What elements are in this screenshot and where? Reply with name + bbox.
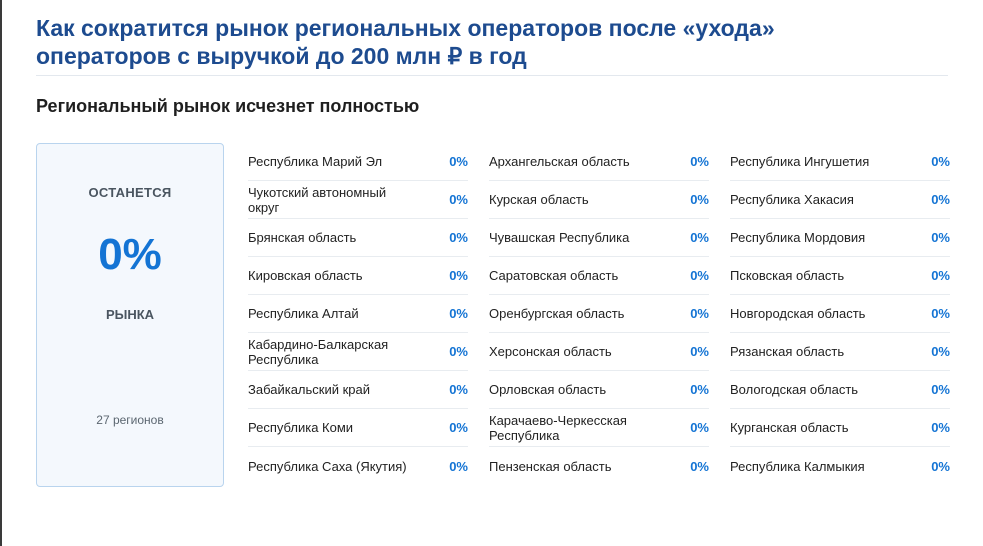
region-percent: 0% — [449, 382, 468, 397]
region-row — [248, 409, 468, 447]
region-name: Республика Хакасия — [730, 192, 854, 207]
region-percent: 0% — [690, 382, 709, 397]
region-name: Новгородская область — [730, 306, 866, 321]
region-row — [730, 143, 950, 181]
region-name: Карачаево-Черкесская Республика — [489, 412, 627, 443]
region-row — [248, 181, 468, 219]
region-name: Вологодская область — [730, 382, 859, 397]
region-name: Чувашская Республика — [489, 230, 630, 245]
region-percent: 0% — [931, 306, 950, 321]
region-row — [730, 333, 950, 371]
region-name: Республика Мордовия — [730, 230, 866, 245]
region-percent: 0% — [449, 344, 468, 359]
region-name: Забайкальский край — [248, 382, 371, 397]
region-name: Псковская область — [730, 268, 845, 283]
region-percent: 0% — [690, 420, 709, 435]
summary-top-label: ОСТАНЕТСЯ — [88, 185, 172, 200]
region-percent: 0% — [931, 154, 950, 169]
region-percent: 0% — [931, 268, 950, 283]
region-percent: 0% — [931, 230, 950, 245]
region-row — [248, 371, 468, 409]
summary-bottom-label: РЫНКА — [105, 307, 155, 322]
region-row — [489, 143, 709, 181]
region-name: Курганская область — [730, 420, 849, 435]
region-percent: 0% — [449, 192, 468, 207]
region-percent: 0% — [931, 458, 950, 474]
region-column-3 — [730, 143, 950, 485]
region-row — [489, 409, 709, 447]
region-percent: 0% — [449, 230, 468, 245]
section-subtitle: Региональный рынок исчезнет полностью — [36, 96, 420, 116]
region-row — [489, 295, 709, 333]
page-title — [36, 14, 936, 70]
region-percent: 0% — [690, 344, 709, 359]
region-percent: 0% — [690, 268, 709, 283]
region-percent: 0% — [449, 458, 468, 474]
region-row — [730, 295, 950, 333]
region-percent: 0% — [690, 230, 709, 245]
region-row — [730, 409, 950, 447]
region-column-2 — [489, 143, 709, 485]
region-row — [489, 371, 709, 409]
region-name: Херсонская область — [489, 344, 612, 359]
page-title-line-1: Как сократится рынок региональных операторов после «ухода» — [36, 15, 775, 41]
region-percent: 0% — [449, 306, 468, 321]
region-name: Рязанская область — [730, 344, 845, 359]
region-row — [248, 447, 468, 485]
title-divider — [36, 75, 948, 76]
region-name: Республика Ингушетия — [730, 154, 870, 169]
region-name: Архангельская область — [489, 154, 630, 169]
region-row — [730, 181, 950, 219]
region-name: Республика Калмыкия — [730, 458, 865, 474]
window-left-edge — [0, 0, 2, 546]
region-row — [248, 295, 468, 333]
region-name: Республика Марий Эл — [248, 154, 383, 169]
region-row — [730, 219, 950, 257]
region-percent: 0% — [449, 154, 468, 169]
region-row — [248, 257, 468, 295]
region-percent: 0% — [690, 154, 709, 169]
region-name: Саратовская область — [489, 268, 619, 283]
region-name: Оренбургская область — [489, 306, 625, 321]
region-row — [248, 219, 468, 257]
region-name: Пензенская область — [489, 458, 612, 474]
region-percent: 0% — [931, 420, 950, 435]
region-percent: 0% — [690, 192, 709, 207]
region-row — [730, 447, 950, 485]
region-percent: 0% — [931, 192, 950, 207]
region-name: Республика Саха (Якутия) — [248, 458, 407, 474]
region-percent: 0% — [931, 344, 950, 359]
region-name: Курская область — [489, 192, 589, 207]
summary-region-count: 27 регионов — [96, 413, 164, 427]
region-row — [489, 181, 709, 219]
region-row — [489, 333, 709, 371]
region-row — [489, 219, 709, 257]
region-name: Кировская область — [248, 268, 363, 283]
region-percent: 0% — [931, 382, 950, 397]
region-percent: 0% — [449, 420, 468, 435]
region-row — [489, 257, 709, 295]
summary-card — [36, 143, 224, 487]
region-percent: 0% — [690, 458, 709, 474]
region-row — [248, 143, 468, 181]
region-row — [248, 333, 468, 371]
region-name: Брянская область — [248, 230, 357, 245]
region-name: Кабардино-Балкарская Республика — [248, 336, 389, 367]
region-name: Чукотский автономный округ — [248, 184, 387, 215]
region-percent: 0% — [449, 268, 468, 283]
region-percent: 0% — [690, 306, 709, 321]
region-name: Республика Коми — [248, 420, 354, 435]
region-row — [489, 447, 709, 485]
region-name: Орловская область — [489, 382, 607, 397]
region-row — [730, 371, 950, 409]
region-column-1 — [248, 143, 468, 485]
region-row — [730, 257, 950, 295]
page-title-line-2: операторов с выручкой до 200 млн ₽ в год — [36, 43, 527, 69]
region-name: Республика Алтай — [248, 306, 359, 321]
summary-value: 0% — [98, 230, 162, 279]
